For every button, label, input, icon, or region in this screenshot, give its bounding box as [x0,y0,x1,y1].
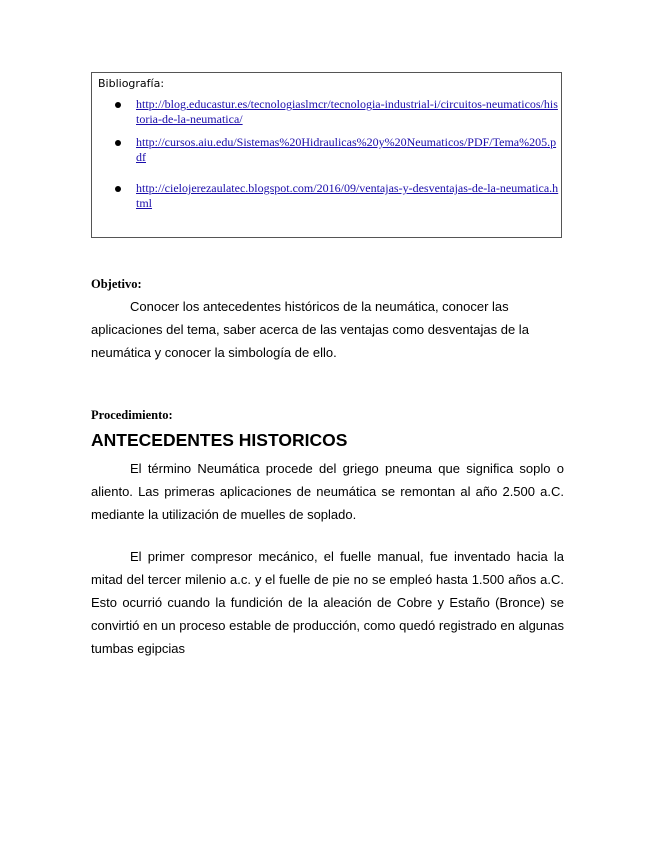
bullet-icon [115,186,121,192]
bullet-icon [115,140,121,146]
objetivo-paragraph [91,295,564,364]
bibliography-link-3[interactable]: http://cielojerezaulatec.blogspot.com/2016/09/ventajas-y-desventajas-de-la-neumatica.html [136,181,559,210]
bibliography-link-2[interactable]: http://cursos.aiu.edu/Sistemas%20Hidraulicas%20y%20Neumaticos/PDF/Tema%205.pdf [136,135,557,164]
bibliography-link-1[interactable]: http://blog.educastur.es/tecnologiaslmcr/tecnologia-industrial-i/circuitos-neumaticos/historia-de-la-neumatica/ [136,97,558,126]
body-paragraph-2 [91,545,564,660]
body-paragraph-1 [91,457,564,526]
objetivo-text: Conocer los antecedentes históricos de la neumática, conocer las aplicaciones del tema, saber acerca de las ventajas como desventajas de la neumática y conocer la simbología de ello. [91,299,529,360]
paragraph-text: El término Neumática procede del griego pneuma que significa soplo o aliento. Las primeras aplicaciones de neumática se remontan al año 2.500 a.C. mediante la utilización de muelles de soplado. [91,461,564,522]
paragraph-text: El primer compresor mecánico, el fuelle manual, fue inventado hacia la mitad del tercer milenio a.c. y el fuelle de pie no se empleó hasta 1.500 años a.C. Esto ocurrió cuando la fundición de la aleación de Cobre y Estaño (Bronce) se convirtió en un proceso estable de producción, como quedó registrado en algunas tumbas egipcias [91,549,564,656]
section-heading: ANTECEDENTES HISTORICOS [91,430,348,450]
objetivo-label: Objetivo: [91,277,142,291]
procedimiento-label: Procedimiento: [91,408,173,422]
bibliography-box [91,72,562,238]
bullet-icon [115,102,121,108]
bibliography-title: Bibliografía: [98,77,165,90]
